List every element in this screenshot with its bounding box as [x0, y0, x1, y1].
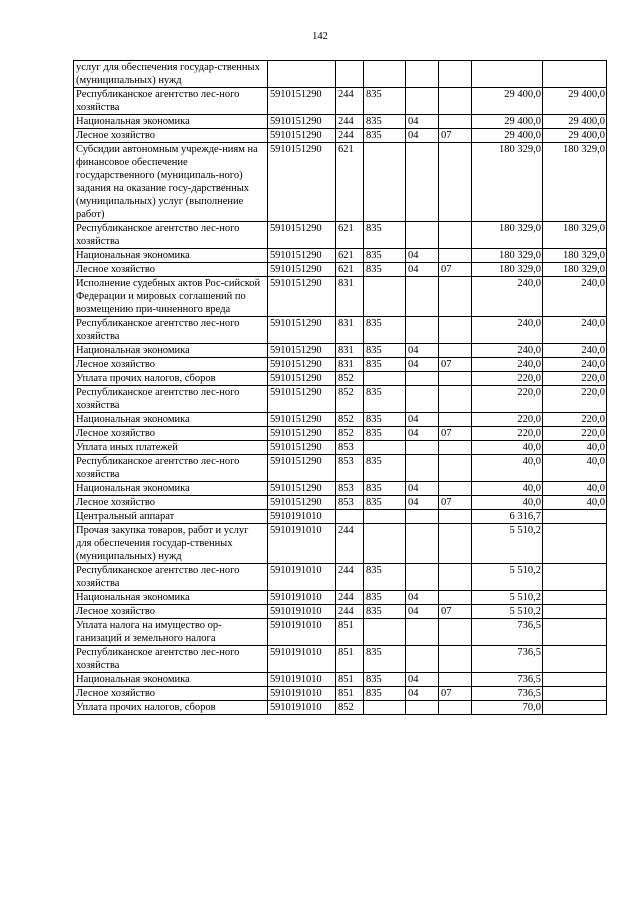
cell-name: Республиканское агентство лес-ного хозяйства — [74, 564, 268, 591]
cell-ministry-code: 835 — [364, 115, 406, 129]
cell-section — [406, 455, 439, 482]
cell-amount-1 — [472, 61, 543, 88]
cell-amount-2: 220,0 — [543, 386, 607, 413]
cell-subsection: 07 — [439, 129, 472, 143]
cell-expense-type: 831 — [336, 344, 364, 358]
cell-name: Центральный аппарат — [74, 510, 268, 524]
cell-subsection: 07 — [439, 263, 472, 277]
cell-amount-2: 180 329,0 — [543, 143, 607, 222]
cell-target-code: 5910151290 — [268, 143, 336, 222]
cell-expense-type: 852 — [336, 413, 364, 427]
cell-section: 04 — [406, 129, 439, 143]
cell-section: 04 — [406, 263, 439, 277]
cell-amount-2 — [543, 591, 607, 605]
cell-target-code: 5910151290 — [268, 277, 336, 317]
cell-amount-1: 40,0 — [472, 441, 543, 455]
cell-subsection — [439, 317, 472, 344]
cell-target-code: 5910151290 — [268, 88, 336, 115]
cell-amount-2: 29 400,0 — [543, 115, 607, 129]
cell-subsection: 07 — [439, 427, 472, 441]
cell-ministry-code: 835 — [364, 673, 406, 687]
cell-subsection — [439, 564, 472, 591]
table-row — [74, 115, 607, 129]
cell-ministry-code: 835 — [364, 455, 406, 482]
cell-amount-1: 736,5 — [472, 646, 543, 673]
cell-section: 04 — [406, 687, 439, 701]
cell-amount-1: 29 400,0 — [472, 115, 543, 129]
cell-target-code: 5910151290 — [268, 482, 336, 496]
cell-name: Уплата прочих налогов, сборов — [74, 372, 268, 386]
cell-target-code: 5910151290 — [268, 441, 336, 455]
cell-target-code: 5910151290 — [268, 344, 336, 358]
cell-ministry-code: 835 — [364, 222, 406, 249]
cell-amount-1: 6 316,7 — [472, 510, 543, 524]
cell-amount-2 — [543, 61, 607, 88]
table-row — [74, 277, 607, 317]
cell-ministry-code — [364, 441, 406, 455]
table-row — [74, 441, 607, 455]
cell-ministry-code: 835 — [364, 482, 406, 496]
cell-ministry-code: 835 — [364, 344, 406, 358]
cell-target-code: 5910151290 — [268, 427, 336, 441]
table-row — [74, 510, 607, 524]
cell-amount-1: 240,0 — [472, 277, 543, 317]
table-row — [74, 455, 607, 482]
cell-expense-type: 244 — [336, 88, 364, 115]
table-row — [74, 619, 607, 646]
cell-expense-type: 244 — [336, 605, 364, 619]
cell-expense-type: 244 — [336, 591, 364, 605]
table-row — [74, 249, 607, 263]
cell-ministry-code — [364, 510, 406, 524]
cell-ministry-code — [364, 701, 406, 715]
cell-section: 04 — [406, 496, 439, 510]
cell-ministry-code: 835 — [364, 687, 406, 701]
cell-ministry-code — [364, 143, 406, 222]
cell-target-code: 5910151290 — [268, 496, 336, 510]
cell-subsection — [439, 646, 472, 673]
cell-ministry-code: 835 — [364, 263, 406, 277]
cell-amount-2: 180 329,0 — [543, 249, 607, 263]
table-row — [74, 358, 607, 372]
cell-section: 04 — [406, 413, 439, 427]
cell-amount-1: 5 510,2 — [472, 605, 543, 619]
cell-section: 04 — [406, 591, 439, 605]
cell-target-code: 5910191010 — [268, 673, 336, 687]
cell-section — [406, 88, 439, 115]
cell-name: Республиканское агентство лес-ного хозяйства — [74, 646, 268, 673]
cell-amount-2: 220,0 — [543, 427, 607, 441]
cell-subsection — [439, 277, 472, 317]
cell-subsection — [439, 673, 472, 687]
cell-section: 04 — [406, 249, 439, 263]
budget-table — [73, 60, 607, 715]
cell-subsection — [439, 249, 472, 263]
cell-section — [406, 619, 439, 646]
cell-amount-1: 240,0 — [472, 317, 543, 344]
cell-expense-type: 853 — [336, 441, 364, 455]
cell-ministry-code: 835 — [364, 317, 406, 344]
table-row — [74, 591, 607, 605]
cell-section: 04 — [406, 605, 439, 619]
cell-section — [406, 386, 439, 413]
cell-target-code: 5910191010 — [268, 524, 336, 564]
cell-name: Лесное хозяйство — [74, 496, 268, 510]
cell-subsection: 07 — [439, 358, 472, 372]
cell-name: Прочая закупка товаров, работ и услуг для обеспечения государ-ственных (муниципальных) нужд — [74, 524, 268, 564]
cell-target-code: 5910151290 — [268, 222, 336, 249]
cell-amount-1: 180 329,0 — [472, 263, 543, 277]
cell-expense-type: 851 — [336, 687, 364, 701]
cell-amount-1: 5 510,2 — [472, 591, 543, 605]
table-row — [74, 61, 607, 88]
table-body — [74, 61, 607, 715]
cell-target-code: 5910191010 — [268, 687, 336, 701]
cell-name: Национальная экономика — [74, 344, 268, 358]
cell-amount-2: 220,0 — [543, 413, 607, 427]
cell-expense-type: 852 — [336, 427, 364, 441]
cell-subsection: 07 — [439, 605, 472, 619]
cell-name: Республиканское агентство лес-ного хозяйства — [74, 88, 268, 115]
cell-expense-type: 853 — [336, 482, 364, 496]
cell-expense-type: 621 — [336, 222, 364, 249]
cell-expense-type: 853 — [336, 455, 364, 482]
cell-expense-type: 852 — [336, 372, 364, 386]
cell-target-code — [268, 61, 336, 88]
cell-ministry-code — [364, 277, 406, 317]
cell-target-code: 5910151290 — [268, 386, 336, 413]
cell-subsection — [439, 619, 472, 646]
cell-expense-type: 831 — [336, 277, 364, 317]
cell-name: Республиканское агентство лес-ного хозяйства — [74, 222, 268, 249]
cell-subsection — [439, 372, 472, 386]
cell-name: Национальная экономика — [74, 591, 268, 605]
cell-ministry-code: 835 — [364, 591, 406, 605]
cell-target-code: 5910191010 — [268, 619, 336, 646]
cell-amount-2 — [543, 701, 607, 715]
cell-ministry-code — [364, 619, 406, 646]
table-row — [74, 372, 607, 386]
cell-target-code: 5910191010 — [268, 701, 336, 715]
cell-amount-2: 240,0 — [543, 358, 607, 372]
cell-amount-1: 29 400,0 — [472, 88, 543, 115]
cell-subsection — [439, 441, 472, 455]
cell-ministry-code — [364, 372, 406, 386]
cell-section — [406, 524, 439, 564]
table-row — [74, 344, 607, 358]
cell-amount-2: 220,0 — [543, 372, 607, 386]
cell-amount-1: 70,0 — [472, 701, 543, 715]
cell-amount-2: 29 400,0 — [543, 88, 607, 115]
cell-section — [406, 441, 439, 455]
cell-subsection — [439, 61, 472, 88]
cell-amount-1: 736,5 — [472, 619, 543, 646]
cell-expense-type: 244 — [336, 524, 364, 564]
cell-subsection: 07 — [439, 496, 472, 510]
cell-target-code: 5910191010 — [268, 564, 336, 591]
cell-name: Лесное хозяйство — [74, 358, 268, 372]
cell-amount-1: 180 329,0 — [472, 222, 543, 249]
cell-ministry-code: 835 — [364, 646, 406, 673]
cell-name: Лесное хозяйство — [74, 129, 268, 143]
cell-section — [406, 510, 439, 524]
cell-subsection — [439, 455, 472, 482]
cell-expense-type: 853 — [336, 496, 364, 510]
cell-target-code: 5910151290 — [268, 317, 336, 344]
table-row — [74, 386, 607, 413]
cell-subsection — [439, 222, 472, 249]
cell-section — [406, 61, 439, 88]
cell-amount-2 — [543, 687, 607, 701]
cell-amount-2: 240,0 — [543, 277, 607, 317]
cell-section — [406, 222, 439, 249]
cell-subsection — [439, 510, 472, 524]
cell-target-code: 5910191010 — [268, 510, 336, 524]
cell-amount-1: 220,0 — [472, 413, 543, 427]
cell-ministry-code: 835 — [364, 386, 406, 413]
cell-name: Лесное хозяйство — [74, 687, 268, 701]
cell-name: Субсидии автономным учрежде-ниям на финансовое обеспечение государственного (муниципаль-ного) задания на оказание госу-дарственных (муниципальных) услуг (выполнение работ) — [74, 143, 268, 222]
cell-ministry-code: 835 — [364, 88, 406, 115]
cell-ministry-code: 835 — [364, 358, 406, 372]
table-row — [74, 687, 607, 701]
cell-amount-1: 180 329,0 — [472, 249, 543, 263]
cell-ministry-code: 835 — [364, 427, 406, 441]
table-row — [74, 524, 607, 564]
cell-section — [406, 143, 439, 222]
cell-amount-2: 40,0 — [543, 441, 607, 455]
cell-section — [406, 564, 439, 591]
cell-name: Национальная экономика — [74, 413, 268, 427]
table-row — [74, 427, 607, 441]
cell-target-code: 5910151290 — [268, 249, 336, 263]
cell-name: Лесное хозяйство — [74, 605, 268, 619]
cell-expense-type: 851 — [336, 673, 364, 687]
table-row — [74, 482, 607, 496]
cell-name: услуг для обеспечения государ-ственных (муниципальных) нужд — [74, 61, 268, 88]
cell-section — [406, 317, 439, 344]
cell-name: Лесное хозяйство — [74, 263, 268, 277]
cell-amount-2 — [543, 524, 607, 564]
cell-name: Уплата иных платежей — [74, 441, 268, 455]
table-row — [74, 413, 607, 427]
cell-name: Исполнение судебных актов Рос-сийской Федерации и мировых соглашений по возмещению при-чиненного вреда — [74, 277, 268, 317]
cell-expense-type — [336, 61, 364, 88]
cell-target-code: 5910191010 — [268, 646, 336, 673]
page-number: 142 — [312, 31, 328, 42]
cell-amount-1: 5 510,2 — [472, 564, 543, 591]
cell-amount-1: 240,0 — [472, 358, 543, 372]
cell-subsection — [439, 524, 472, 564]
cell-ministry-code: 835 — [364, 249, 406, 263]
cell-amount-2: 240,0 — [543, 317, 607, 344]
cell-ministry-code: 835 — [364, 496, 406, 510]
cell-amount-1: 220,0 — [472, 427, 543, 441]
cell-section: 04 — [406, 482, 439, 496]
cell-ministry-code: 835 — [364, 129, 406, 143]
cell-target-code: 5910151290 — [268, 129, 336, 143]
cell-amount-2 — [543, 510, 607, 524]
table-row — [74, 646, 607, 673]
cell-name: Республиканское агентство лес-ного хозяйства — [74, 317, 268, 344]
table-row — [74, 605, 607, 619]
cell-name: Республиканское агентство лес-ного хозяйства — [74, 455, 268, 482]
cell-subsection — [439, 115, 472, 129]
cell-amount-1: 29 400,0 — [472, 129, 543, 143]
cell-expense-type: 621 — [336, 249, 364, 263]
cell-ministry-code — [364, 524, 406, 564]
cell-amount-2: 180 329,0 — [543, 222, 607, 249]
cell-target-code: 5910151290 — [268, 115, 336, 129]
table-row — [74, 701, 607, 715]
cell-section: 04 — [406, 358, 439, 372]
cell-amount-2 — [543, 605, 607, 619]
table-row — [74, 496, 607, 510]
cell-target-code: 5910151290 — [268, 263, 336, 277]
table-row — [74, 263, 607, 277]
cell-amount-1: 220,0 — [472, 372, 543, 386]
cell-name: Национальная экономика — [74, 249, 268, 263]
cell-subsection — [439, 143, 472, 222]
table-row — [74, 143, 607, 222]
cell-amount-2 — [543, 673, 607, 687]
cell-target-code: 5910151290 — [268, 413, 336, 427]
cell-amount-2: 40,0 — [543, 496, 607, 510]
table-row — [74, 88, 607, 115]
cell-ministry-code: 835 — [364, 564, 406, 591]
cell-section: 04 — [406, 673, 439, 687]
cell-amount-1: 220,0 — [472, 386, 543, 413]
cell-section — [406, 701, 439, 715]
cell-expense-type: 831 — [336, 358, 364, 372]
cell-ministry-code — [364, 61, 406, 88]
table-row — [74, 673, 607, 687]
cell-expense-type: 621 — [336, 143, 364, 222]
cell-target-code: 5910151290 — [268, 455, 336, 482]
table-row — [74, 317, 607, 344]
cell-subsection — [439, 386, 472, 413]
cell-name: Уплата налога на имущество ор-ганизаций и земельного налога — [74, 619, 268, 646]
cell-expense-type: 244 — [336, 115, 364, 129]
table-row — [74, 129, 607, 143]
cell-name: Национальная экономика — [74, 482, 268, 496]
cell-section — [406, 372, 439, 386]
cell-name: Национальная экономика — [74, 115, 268, 129]
cell-name: Республиканское агентство лес-ного хозяйства — [74, 386, 268, 413]
cell-expense-type: 621 — [336, 263, 364, 277]
cell-amount-2 — [543, 564, 607, 591]
cell-name: Национальная экономика — [74, 673, 268, 687]
cell-subsection — [439, 591, 472, 605]
cell-amount-2: 180 329,0 — [543, 263, 607, 277]
cell-subsection — [439, 88, 472, 115]
cell-section: 04 — [406, 344, 439, 358]
cell-target-code: 5910191010 — [268, 591, 336, 605]
cell-amount-2 — [543, 619, 607, 646]
table-row — [74, 564, 607, 591]
cell-amount-2: 240,0 — [543, 344, 607, 358]
cell-name: Уплата прочих налогов, сборов — [74, 701, 268, 715]
cell-amount-1: 40,0 — [472, 455, 543, 482]
cell-subsection — [439, 482, 472, 496]
cell-amount-2 — [543, 646, 607, 673]
cell-section — [406, 646, 439, 673]
cell-amount-2: 29 400,0 — [543, 129, 607, 143]
cell-amount-2: 40,0 — [543, 455, 607, 482]
cell-amount-1: 5 510,2 — [472, 524, 543, 564]
cell-subsection — [439, 413, 472, 427]
cell-name: Лесное хозяйство — [74, 427, 268, 441]
cell-expense-type: 244 — [336, 564, 364, 591]
cell-amount-1: 736,5 — [472, 673, 543, 687]
cell-section — [406, 277, 439, 317]
cell-amount-1: 40,0 — [472, 496, 543, 510]
cell-subsection — [439, 701, 472, 715]
cell-expense-type: 852 — [336, 386, 364, 413]
cell-target-code: 5910191010 — [268, 605, 336, 619]
cell-section: 04 — [406, 115, 439, 129]
cell-expense-type: 851 — [336, 646, 364, 673]
cell-ministry-code: 835 — [364, 413, 406, 427]
cell-amount-1: 180 329,0 — [472, 143, 543, 222]
cell-target-code: 5910151290 — [268, 372, 336, 386]
cell-amount-1: 736,5 — [472, 687, 543, 701]
cell-subsection: 07 — [439, 687, 472, 701]
table-row — [74, 222, 607, 249]
cell-expense-type: 851 — [336, 619, 364, 646]
cell-target-code: 5910151290 — [268, 358, 336, 372]
cell-amount-1: 240,0 — [472, 344, 543, 358]
cell-amount-1: 40,0 — [472, 482, 543, 496]
cell-subsection — [439, 344, 472, 358]
cell-expense-type: 244 — [336, 129, 364, 143]
cell-expense-type: 831 — [336, 317, 364, 344]
cell-amount-2: 40,0 — [543, 482, 607, 496]
cell-expense-type: 852 — [336, 701, 364, 715]
cell-expense-type — [336, 510, 364, 524]
cell-ministry-code: 835 — [364, 605, 406, 619]
cell-section: 04 — [406, 427, 439, 441]
